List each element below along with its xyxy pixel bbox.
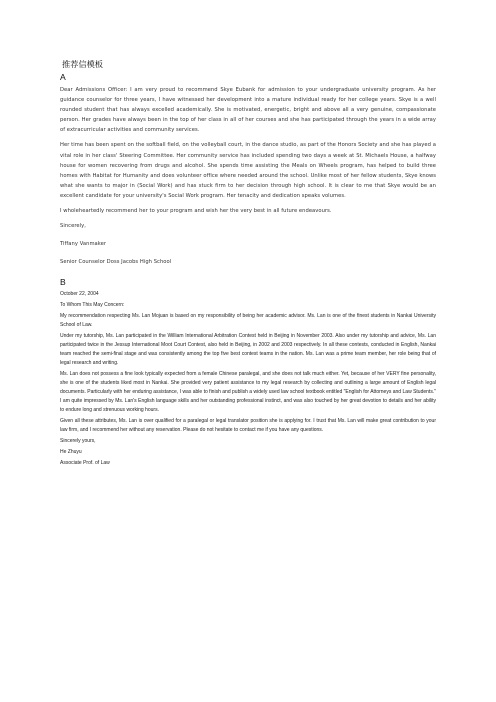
- document-title: 推荐信模板: [62, 59, 103, 69]
- section-letter-a: A: [60, 72, 66, 82]
- letter-a-paragraph-2: Her time has been spent on the softball field, on the volleyball court, in the dance studio, as part of the Honors Society and she has played a vital role in her class' Steering Committee. Her community service has included spending two days a week at St. Michaels House, a halfway house for women recovering from drugs and alcohol. She spends time assisting the Meals on Wheels program, has helped to build three homes with Habitat for Humanity and does volunteer office where needed around the school. Unlike most of her fellow students, Skye knows what she wants to major in (Social Work) and has stuck firm to her decision through high school. It is clear to me that Skye would be an excellent candidate for your university's Social Work program. Her tenacity and dedication speaks volumes.: [60, 142, 436, 199]
- letter-b-signer-title: Associate Prof. of Law: [60, 460, 110, 467]
- letter-b-paragraph-3: Ms. Lan does not possess a fine look typically expected from a female Chinese paralegal, and she does not talk much either. Yet, because of her VERY fine personality, she is one of the students liked most in Nankai. She provided very patient assistance to my legal research by collecting and outlining a large amount of English legal documents. Particularly with her enduring assistance, I was able to finish and publish a widely used law school textbook entitled "English for Attorneys and Law Students." I am quite impressed by Ms. Lan's English language skills and her outstanding professional instinct, and was also touched by her great devotion to details and her ability to endure long and strenuous working hours.: [60, 371, 436, 414]
- letter-b-paragraph-1: My recommendation respecting Ms. Lan Mojuan is based on my responsibility of being her academic advisor. Ms. Lan is one of the finest students in Nankai University School of Law.: [60, 313, 436, 329]
- letter-b-date: October 22, 2004: [60, 291, 99, 298]
- letter-b: [60, 277, 436, 468]
- letter-a-signer-title: Senior Counselor Doss Jacobs High School: [60, 259, 172, 266]
- letter-a-paragraph-1: Dear Admissions Officer: I am very proud to recommend Skye Eubank for admission to your undergraduate university program. As her guidance counselor for three years, I have witnessed her development into a mature individual ready for her college years. Skye is a well rounded student that has always excelled academically. She is motivated, energetic, bright and above all a very genuine, compassionate person. Her grades have always been in the top of her class in all of her courses and she has participated through the years in a wide array of extracurricular activities and community services.: [60, 87, 436, 134]
- letter-a: [60, 72, 436, 267]
- letter-a-signer-name: Tiffany Vanmaker: [60, 241, 107, 248]
- letter-b-salutation: To Whom This May Concern:: [60, 302, 125, 309]
- letter-b-signer-name: He Zhuyu: [60, 449, 82, 456]
- letter-b-closing: Sincerely yours,: [60, 438, 96, 445]
- letter-b-paragraph-4: Given all these attributes, Ms. Lan is over qualified for a paralegal or legal translator position she is applying for. I trust that Ms. Lan will make great contribution to your law firm, and I recommend her without any reservation. Please do not hesitate to contact me if you have any questions.: [60, 418, 436, 434]
- letter-b-paragraph-2: Under my tutorship, Ms. Lan participated in the William International Arbitration Contest held in Beijing in November 2003. Also under my tutorship and advice, Ms. Lan participated twice in the Jessup International Moot Court Contest, also held in Beijing, in 2002 and 2003 respectively. In all these contests, conducted in English, Nankai team reached the semi-final stage and was consistently among the top five best contest teams in the nation. Ms. Lan was a prime team member, her role being that of legal research and writing.: [60, 333, 436, 367]
- letter-a-closing: Sincerely,: [60, 223, 86, 230]
- letter-a-paragraph-3: I wholeheartedly recommend her to your program and wish her the very best in all future endeavours.: [60, 208, 332, 215]
- section-letter-b: B: [60, 277, 66, 288]
